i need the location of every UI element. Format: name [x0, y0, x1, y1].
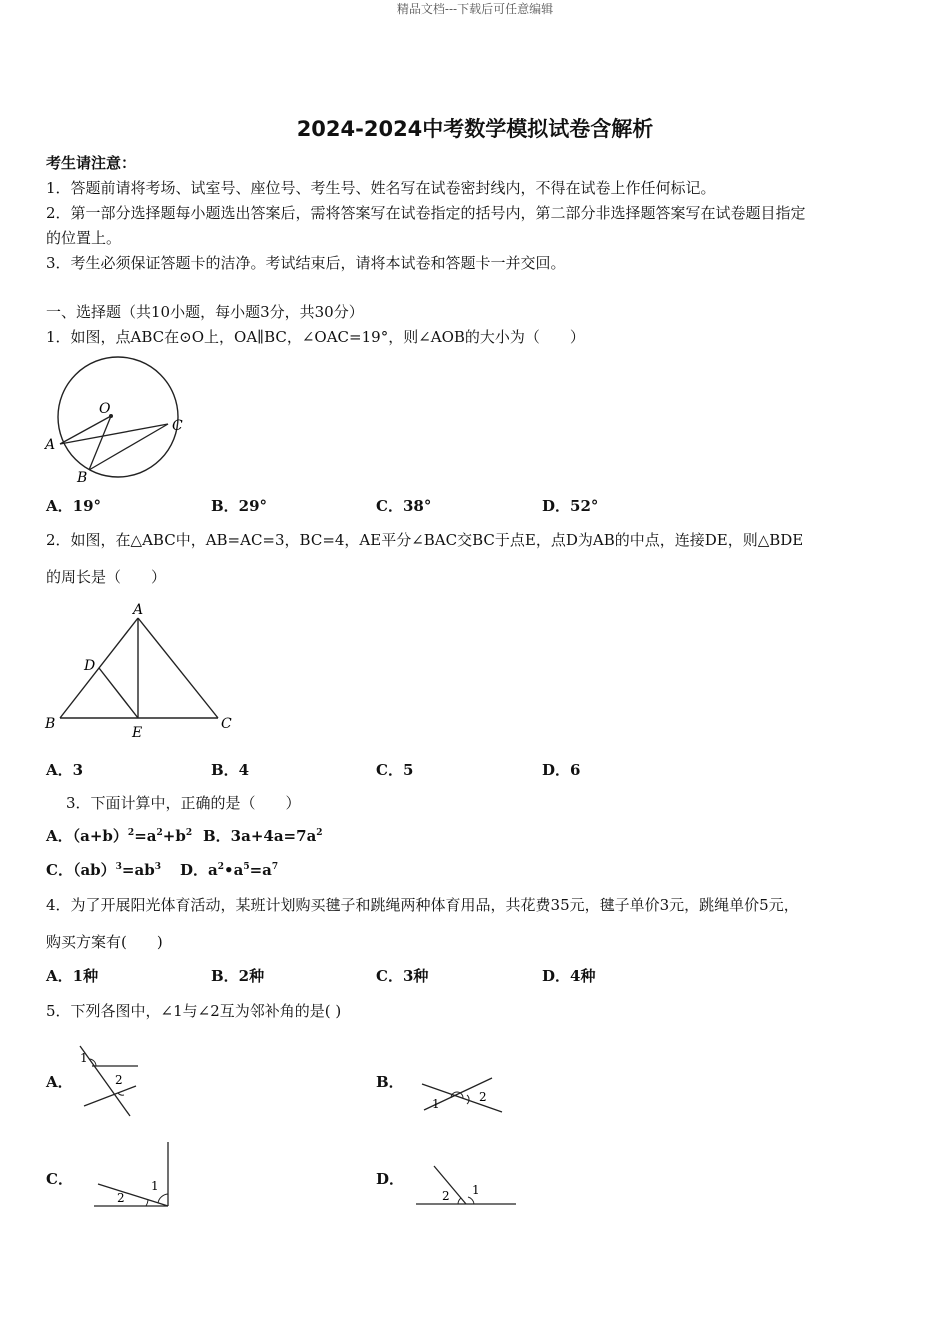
question-1-text: 1．如图，点ABC在⊙O上，OA∥BC，∠OAC=19°，则∠AOB的大小为（ ）: [46, 328, 585, 346]
q5c-angle-2: 2: [117, 1191, 125, 1205]
q5-option-d[interactable]: D．: [376, 1170, 405, 1188]
q4-option-d[interactable]: D．4种: [542, 967, 596, 985]
q3-option-c[interactable]: C．$(ab)^3=ab^3$: [46, 861, 161, 879]
notice-item-3: 3．考生必须保证答题卡的洁净。考试结束后，请将本试卷和答题卡一并交回。: [46, 254, 566, 272]
q1-option-a[interactable]: A．19°: [46, 497, 102, 515]
q1-circle-figure: [44, 352, 186, 484]
q5a-angle-2: 2: [115, 1073, 123, 1087]
q2-label-b: B: [45, 716, 56, 732]
page-title: 2024-2024中考数学模拟试卷含解析: [296, 117, 654, 141]
q1-option-d[interactable]: D．52°: [542, 497, 599, 515]
q5d-angle-1: 1: [472, 1183, 480, 1197]
question-5-text: 5．下列各图中，∠1与∠2互为邻补角的是( ): [46, 1002, 342, 1020]
q5-figure-b: [418, 1072, 508, 1118]
notice-item-2: 2．第一部分选择题每小题选出答案后，需将答案写在试卷指定的括号内，第二部分非选择题答案写在试卷题目指定: [46, 204, 806, 222]
q2-label-c: C: [221, 716, 232, 732]
q5-option-c[interactable]: C．: [46, 1170, 73, 1188]
q2-option-d[interactable]: D．6: [542, 761, 581, 779]
q3-option-a[interactable]: A．$(a+b)^2=a^2+b^2$: [46, 827, 193, 845]
q5-option-a[interactable]: A．: [46, 1073, 73, 1091]
q4-option-a[interactable]: A．1种: [46, 967, 99, 985]
q5b-angle-1: 1: [432, 1097, 440, 1111]
q1-label-c: C: [172, 418, 183, 434]
q2-triangle-figure: [44, 600, 236, 742]
q2-label-e: E: [132, 725, 143, 741]
q2-label-d: D: [84, 658, 96, 674]
q5d-angle-2: 2: [442, 1189, 450, 1203]
question-3-text: 3．下面计算中，正确的是（ ）: [66, 794, 301, 812]
q5-figure-d: [412, 1160, 520, 1210]
q3-option-d[interactable]: D．$a^2•a^5=a^7$: [180, 861, 279, 879]
q5c-angle-1: 1: [151, 1179, 159, 1193]
question-2-text-line2: 的周长是（ ）: [46, 568, 167, 586]
page-header: 精品文档---下载后可任意编辑: [396, 2, 554, 16]
q1-label-b: B: [77, 470, 88, 484]
q2-option-a[interactable]: A．3: [46, 761, 84, 779]
q1-label-a: A: [45, 437, 56, 453]
notice-heading: 考生请注意：: [46, 154, 137, 172]
section-heading: 一、选择题（共10小题，每小题3分，共30分）: [46, 303, 364, 321]
q5-figure-c: [90, 1138, 178, 1210]
notice-item-2-cont: 的位置上。: [46, 229, 122, 247]
question-4-text-line1: 4．为了开展阳光体育活动，某班计划购买毽子和跳绳两种体育用品，共花费35元，毽子单价3元，跳绳单价5元，: [46, 896, 799, 914]
q5-option-b[interactable]: B．: [376, 1073, 404, 1091]
notice-item-1: 1．答题前请将考场、试室号、座位号、考生号、姓名写在试卷密封线内，不得在试卷上作任何标记。: [46, 179, 716, 197]
q1-option-b[interactable]: B．29°: [211, 497, 268, 515]
q5-figure-a: [72, 1040, 144, 1120]
q2-option-c[interactable]: C．5: [376, 761, 414, 779]
q1-label-o: O: [99, 401, 111, 417]
q1-option-c[interactable]: C．38°: [376, 497, 432, 515]
q2-label-a: A: [133, 602, 144, 618]
q2-option-b[interactable]: B．4: [211, 761, 250, 779]
q4-option-c[interactable]: C．3种: [376, 967, 429, 985]
q5b-angle-2: 2: [479, 1090, 487, 1104]
q5a-angle-1: 1: [80, 1051, 88, 1065]
question-4-text-line2: 购买方案有( ): [46, 933, 163, 951]
question-2-text-line1: 2．如图，在△ABC中，AB=AC=3，BC=4，AE平分∠BAC交BC于点E，点D为AB的中点，连接DE，则△BDE: [46, 531, 804, 549]
q4-option-b[interactable]: B．2种: [211, 967, 265, 985]
q3-option-b[interactable]: B．$3a+4a=7a^2$: [203, 827, 323, 845]
